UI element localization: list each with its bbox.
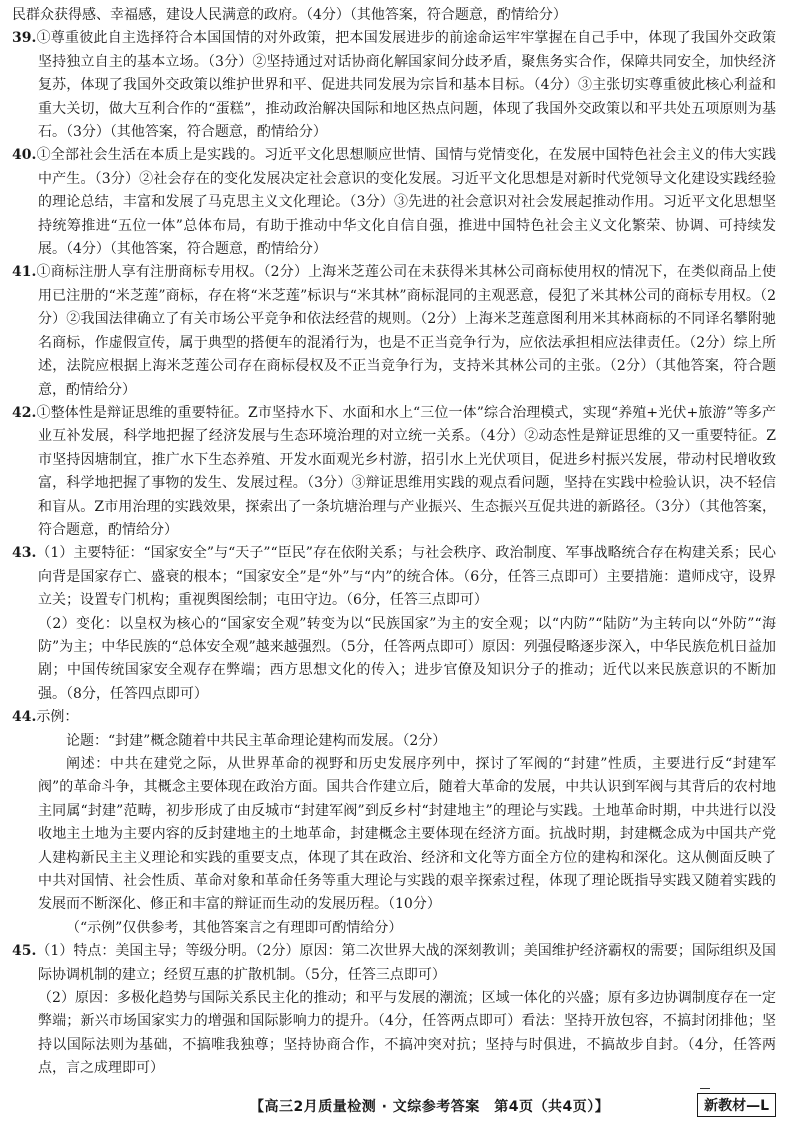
example-label: 示例： <box>36 709 79 726</box>
edition-badge: 新教材—L <box>697 1093 776 1117</box>
answer-content <box>12 4 776 1081</box>
question-41 <box>12 261 776 401</box>
question-44 <box>12 706 776 940</box>
question-45 <box>12 940 776 1080</box>
answer-part-2: （2）变化：以皇权为核心的“国家安全观”转变为以“民族国家”为主的安全观；以“内防”“陆防”为主转向以“外防”“海防”为主；中华民族的“总体安全观”越来越强烈。（5分，任答两点即可）原因：列强侵略逐步深入，中华民族危机日益加剧；中国传统国家安全观存在弊端；西方思想文化的传入；进步官僚及知识分子的推动；近代以来民族意识的不断加强。（8分，任答四点即可） <box>38 615 776 702</box>
answer-part-2: （2）原因：多极化趋势与国际关系民主化的推动；和平与发展的潮流；区域一体化的兴盛；原有多边协调制度存在一定弊端；新兴市场国家实力的增强和国际影响力的提升。（4分，任答两点即可）看法：坚持开放包容，不搞封闭排他；坚持以国际法则为基础，不搞唯我独尊；坚持协商合作，不搞冲突对抗；坚持与时俱进，不搞故步自封。（4分，任答两点，言之成理即可） <box>38 990 776 1077</box>
question-number: 45. <box>12 943 37 960</box>
question-number: 43. <box>12 545 37 562</box>
question-number: 41. <box>12 264 37 281</box>
answer-text: ①整体性是辩证思维的重要特征。Z市坚持水下、水面和水上“三位一体”综合治理模式，实现“养殖+光伏+旅游”等多产业互补发展，科学地把握了经济发展与生态环境治理的对立统一关系。（4分）②动态性是辩证思维的又一重要特征。Z市坚持因塘制宜，推广水下生态养殖、开发水面观光乡村游，招引水上光伏项目，促进乡村振兴发展，带动村民增收致富，科学地把握了事物的发生、发展过程。（3分）③辩证思维用实践的观点看问题，坚持在实践中检验认识，决不轻信和盲从。Z市用治理的实践效果，探索出了一条坑塘治理与产业振兴、生态振兴互促共进的新路径。（3分）（其他答案，符合题意，酌情给分） <box>36 404 776 538</box>
question-40 <box>12 144 776 261</box>
page-footer <box>0 1096 776 1118</box>
question-number: 44. <box>12 709 37 726</box>
answer-part-1: （1）主要特征：“国家安全”与“天子”“臣民”存在依附关系；与社会秩序、政治制度、军事战略统合存在构建关系；民心向背是国家存亡、盛衰的根本；“国家安全”是“外”与“内”的统合体。（6分，任答三点即可）主要措施：遣师戍守，设界立关；设置专门机构；重视舆图绘制；屯田守边。（6分，任答三点即可） <box>36 545 776 609</box>
question-42 <box>12 402 776 542</box>
argument-paragraph: 阐述：中共在建党之际，从世界革命的视野和历史发展序列中，探讨了军阀的“封建”性质，主要进行反“封建军阀”的革命斗争，其概念主要体现在政治方面。国共合作建立后，随着大革命的发展，中共认识到军阀与其背后的农村地主同属“封建”范畴，初步形成了由反城市“封建军阀”到反乡村“封建地主”的理论与实践。土地革命时期，中共进行以没收地主土地为主要内容的反封建地主的土地革命，封建概念主要体现在经济方面。抗战时期，封建概念成为中国共产党人建构新民主主义理论和实践的重要支点，体现了其在政治、经济和文化等方面全方位的建构和深化。这从侧面反映了中共对国情、社会性质、革命对象和革命任务等重大理论与实践的艰辛探索过程，体现了理论既指导实践又随着实践的发展而不断深化、修正和丰富的辩证而生动的发展历程。（10分） <box>38 756 776 913</box>
question-43 <box>12 542 776 706</box>
question-number: 40. <box>12 147 37 164</box>
dash-mark <box>700 1088 710 1089</box>
thesis-paragraph: 论题：“封建”概念随着中共民主革命理论建构而发展。（2分） <box>66 732 447 749</box>
scoring-note: （“示例”仅供参考，其他答案言之有理即可酌情给分） <box>66 919 403 936</box>
answer-part-1: （1）特点：美国主导；等级分明。（2分）原因：第二次世界大战的深刻教训；美国维护经济霸权的需要；国际组织及国际协调机制的建立；经贸互惠的扩散机制。（5分，任答三点即可） <box>36 943 776 983</box>
question-39 <box>12 27 776 144</box>
answer-text: ①商标注册人享有注册商标专用权。（2分）上海米芝莲公司在未获得米其林公司商标使用权的情况下，在类似商品上使用已注册的“米芝莲”商标，存在将“米芝莲”标识与“米其林”商标混同的主观恶意，侵犯了米其林公司的商标专用权。（2分）②我国法律确立了有关市场公平竞争和依法经营的规则。（2分）上海米芝莲意图利用米其林商标的不同译名攀附驰名商标，作虚假宣传，属于典型的搭便车的混淆行为，也是不正当竞争行为，应依法承担相应法律责任。（2分）综上所述，法院应根据上海米芝莲公司存在商标侵权及不正当竞争行为，支持米其林公司的主张。（2分）（其他答案，符合题意，酌情给分） <box>36 264 776 398</box>
question-number: 39. <box>12 30 37 47</box>
answer-text: ①尊重彼此自主选择符合本国国情的对外政策，把本国发展进步的前途命运牢牢掌握在自己手中，体现了我国外交政策坚持独立自主的基本立场。（3分）②坚持通过对话协商化解国家间分歧矛盾，聚焦务实合作，保障共同安全，加快经济复苏，体现了我国外交政策以维护世界和平、促进共同发展为宗旨和基本目标。（4分）③主张切实尊重彼此核心利益和重大关切，做大互利合作的“蛋糕”，推动政治解决国际和地区热点问题，体现了我国外交政策以和平共处五项原则为基石。（3分）（其他答案，符合题意，酌情给分） <box>36 30 776 141</box>
question-number: 42. <box>12 404 37 421</box>
footer-title: 【高三2月质量检测 · 文综参考答案 第4页（共4页）】 <box>250 1099 610 1115</box>
answer-text: ①全部社会生活在本质上是实践的。习近平文化思想顺应世情、国情与党情变化，在发展中国特色社会主义的伟大实践中产生。（3分）②社会存在的变化发展决定社会意识的变化发展。习近平文化思想是对新时代党领导文化建设实践经验的理论总结，丰富和发展了马克思主义文化理论。（3分）③先进的社会意识对社会发展起推动作用。习近平文化思想坚持统筹推进“五位一体”总体布局，有助于推动中华文化自信自强，推进中国特色社会主义文化繁荣、协调、可持续发展。（4分）（其他答案，符合题意，酌情给分） <box>36 147 776 258</box>
carryover-paragraph: 民群众获得感、幸福感，建设人民满意的政府。（4分）（其他答案，符合题意，酌情给分） <box>12 7 567 23</box>
